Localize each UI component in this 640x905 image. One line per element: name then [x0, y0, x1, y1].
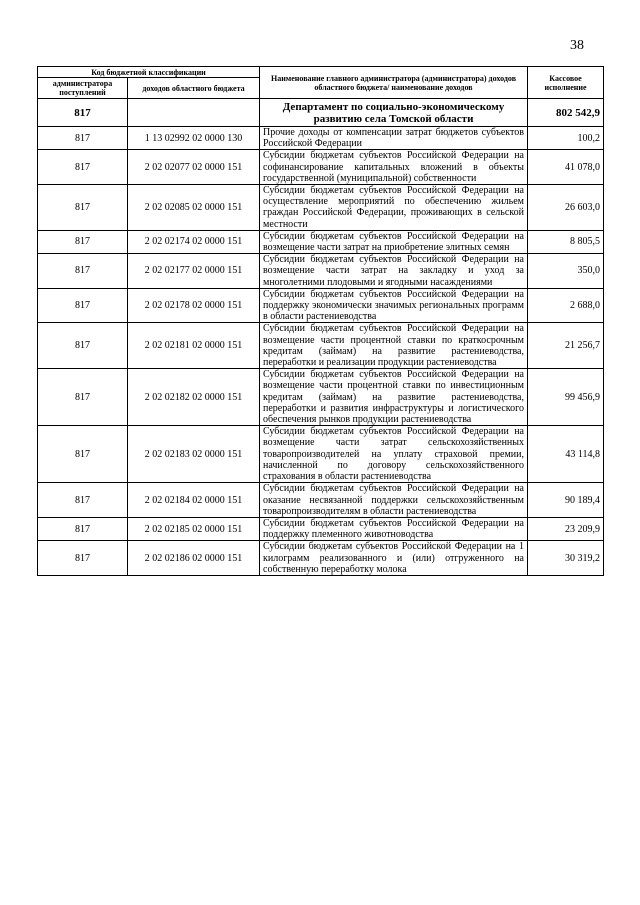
table-row — [38, 230, 604, 253]
row-amount: 8 805,5 — [528, 230, 604, 253]
table-row — [38, 185, 604, 231]
row-income-code: 2 02 02184 02 0000 151 — [128, 483, 260, 518]
department-admin-code: 817 — [38, 99, 128, 127]
name-column-header: Наименование главного администратора (администратора) доходов областного бюджета/ наименование доходов — [260, 67, 528, 99]
row-income-code: 2 02 02185 02 0000 151 — [128, 517, 260, 540]
row-admin-code: 817 — [38, 369, 128, 426]
row-amount: 99 456,9 — [528, 369, 604, 426]
row-income-code: 2 02 02077 02 0000 151 — [128, 150, 260, 185]
table-row — [38, 150, 604, 185]
row-income-name: Субсидии бюджетам субъектов Российской Федерации на поддержку экономически значимых региональных программ в области растениеводства — [260, 288, 528, 323]
row-income-name: Субсидии бюджетам субъектов Российской Федерации на оказание несвязанной поддержки сельскохозяйственным товаропроизводителям в области растениеводства — [260, 483, 528, 518]
admin-column-header: администратора поступлений — [38, 78, 128, 99]
row-amount: 43 114,8 — [528, 426, 604, 483]
row-admin-code: 817 — [38, 185, 128, 231]
income-code-column-header: доходов областного бюджета — [128, 78, 260, 99]
row-income-name: Субсидии бюджетам субъектов Российской Федерации на 1 килограмм реализованного и (или) отгруженного на собственную переработку молока — [260, 541, 528, 576]
table-row — [38, 369, 604, 426]
row-income-code: 2 02 02177 02 0000 151 — [128, 254, 260, 289]
row-income-code: 2 02 02183 02 0000 151 — [128, 426, 260, 483]
row-income-code: 2 02 02181 02 0000 151 — [128, 323, 260, 369]
row-income-name: Субсидии бюджетам субъектов Российской Федерации на возмещение части затрат сельскохозяйственных товаропроизводителей на уплату страховой премии, начисленной по договору сельскохозяйственного страхования в области растениеводства — [260, 426, 528, 483]
department-amount: 802 542,9 — [528, 99, 604, 127]
row-amount: 23 209,9 — [528, 517, 604, 540]
row-income-name: Субсидии бюджетам субъектов Российской Федерации на поддержку племенного животноводства — [260, 517, 528, 540]
row-admin-code: 817 — [38, 541, 128, 576]
row-amount: 26 603,0 — [528, 185, 604, 231]
row-admin-code: 817 — [38, 323, 128, 369]
table-row — [38, 254, 604, 289]
row-income-code: 2 02 02085 02 0000 151 — [128, 185, 260, 231]
table-body — [38, 99, 604, 576]
row-income-name: Прочие доходы от компенсации затрат бюджетов субъектов Российской Федерации — [260, 127, 528, 150]
table-header — [38, 67, 604, 99]
row-amount: 100,2 — [528, 127, 604, 150]
amount-column-header: Кассовое исполнение — [528, 67, 604, 99]
row-admin-code: 817 — [38, 288, 128, 323]
table-row — [38, 541, 604, 576]
department-row — [38, 99, 604, 127]
table-row — [38, 517, 604, 540]
row-admin-code: 817 — [38, 483, 128, 518]
budget-income-table — [37, 66, 604, 576]
row-income-code: 2 02 02178 02 0000 151 — [128, 288, 260, 323]
table-row — [38, 483, 604, 518]
row-amount: 90 189,4 — [528, 483, 604, 518]
row-income-name: Субсидии бюджетам субъектов Российской Федерации на софинансирование капитальных вложений в объекты государственной (муниципальной) собственности — [260, 150, 528, 185]
row-admin-code: 817 — [38, 426, 128, 483]
department-income-code — [128, 99, 260, 127]
row-amount: 30 319,2 — [528, 541, 604, 576]
row-amount: 350,0 — [528, 254, 604, 289]
row-admin-code: 817 — [38, 254, 128, 289]
row-income-name: Субсидии бюджетам субъектов Российской Федерации на возмещение части процентной ставки по инвестиционным кредитам (займам) на развитие растениеводства, переработки и развития инфраструктуры и логистического обеспечения рынков продукции растениеводства — [260, 369, 528, 426]
row-income-name: Субсидии бюджетам субъектов Российской Федерации на возмещение части затрат на закладку и уход за многолетними плодовыми и ягодными насаждениями — [260, 254, 528, 289]
budget-code-group-header: Код бюджетной классификации — [38, 67, 260, 78]
row-amount: 2 688,0 — [528, 288, 604, 323]
page-number: 38 — [570, 38, 584, 53]
row-admin-code: 817 — [38, 517, 128, 540]
table-row — [38, 323, 604, 369]
row-amount: 21 256,7 — [528, 323, 604, 369]
row-admin-code: 817 — [38, 127, 128, 150]
row-income-code: 2 02 02186 02 0000 151 — [128, 541, 260, 576]
table-row — [38, 426, 604, 483]
row-admin-code: 817 — [38, 230, 128, 253]
row-income-name: Субсидии бюджетам субъектов Российской Федерации на возмещение части затрат на приобретение элитных семян — [260, 230, 528, 253]
row-amount: 41 078,0 — [528, 150, 604, 185]
row-income-code: 1 13 02992 02 0000 130 — [128, 127, 260, 150]
table-row — [38, 288, 604, 323]
row-income-name: Субсидии бюджетам субъектов Российской Федерации на возмещение части процентной ставки по краткосрочным кредитам (займам) на развитие растениеводства, переработки и реализации продукции растениеводства — [260, 323, 528, 369]
row-admin-code: 817 — [38, 150, 128, 185]
department-name: Департамент по социально-экономическому развитию села Томской области — [260, 99, 528, 127]
row-income-name: Субсидии бюджетам субъектов Российской Федерации на осуществление мероприятий по обеспечению жильем граждан Российской Федерации, проживающих в сельской местности — [260, 185, 528, 231]
table-row — [38, 127, 604, 150]
row-income-code: 2 02 02174 02 0000 151 — [128, 230, 260, 253]
row-income-code: 2 02 02182 02 0000 151 — [128, 369, 260, 426]
